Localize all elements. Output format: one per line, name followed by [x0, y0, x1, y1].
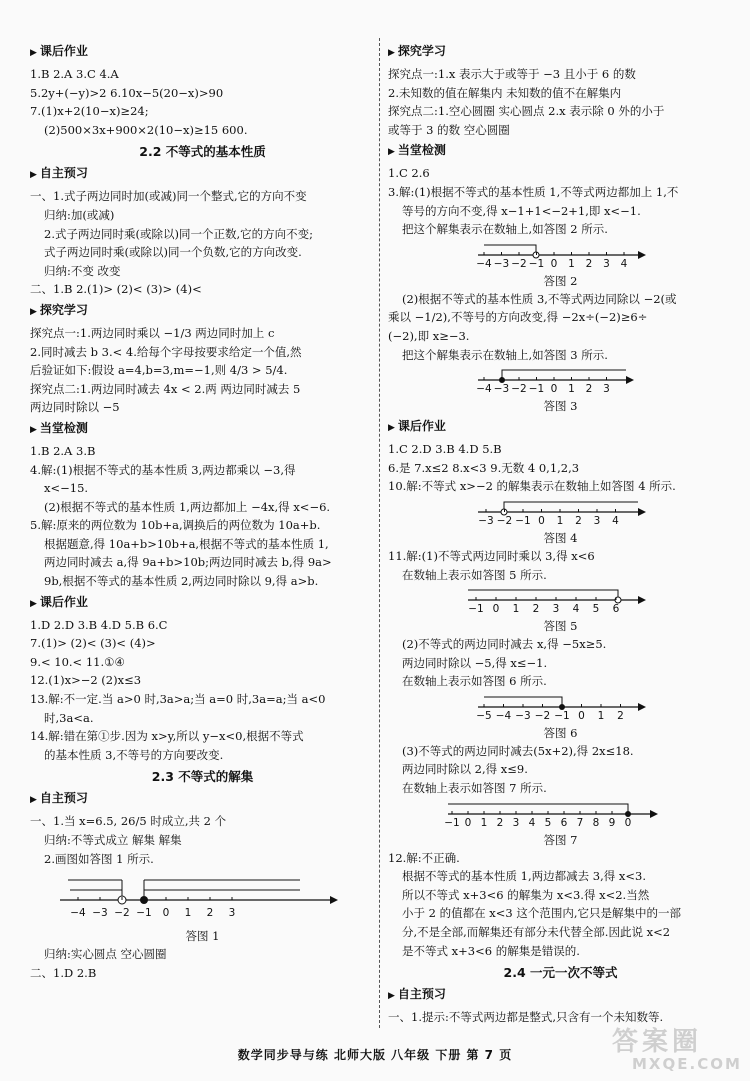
tick-label: −4: [495, 709, 512, 721]
tick-label: 0: [464, 816, 472, 828]
lesson-title: 2.3 不等式的解集: [151, 769, 254, 785]
tick-label: −4: [70, 907, 86, 920]
tick-label: 1: [480, 816, 488, 828]
answer-line: 两边同时减去 a,得 9a+b>10b;两边同时减去 b,得 9a>: [44, 555, 332, 570]
answer-line: 后验证如下:假设 a=4,b=3,m=−1,则 4/3 > 5/4.: [30, 363, 288, 378]
triangle-icon: ▶: [30, 48, 37, 58]
figure-caption: 答图 7: [543, 832, 578, 847]
answer-line: 两边同时除以 −5,得 x≤−1.: [402, 655, 548, 670]
arrow-icon: [650, 810, 658, 818]
triangle-icon: ▶: [30, 424, 37, 435]
triangle-icon: ▶: [30, 795, 37, 806]
tick-label: 2: [617, 709, 624, 721]
answer-line: 1.C 2.6: [388, 166, 430, 181]
answer-line: 探究点二:1.空心圆圈 实心圆点 2.x 表示除 0 外的小于: [388, 104, 665, 119]
answer-line: 一、1.当 x=6.5, 26/5 时成立,共 2 个: [30, 814, 227, 829]
arrow-icon: [638, 703, 646, 711]
tick-label: −3: [493, 257, 510, 269]
answer-line: 7.(1)> (2)< (3)< (4)>: [30, 636, 156, 651]
answer-line: 9b,根据不等式的基本性质 2,两边同时除以 9,得 a>b.: [44, 574, 319, 589]
number-line-fig4: [388, 496, 733, 526]
arrow-icon: [638, 596, 646, 604]
tick-label: −3: [92, 907, 108, 920]
answer-line: 14.解:错在第①步.因为 x>y,所以 y−x<0,根据不等式: [30, 729, 304, 744]
answer-line: 两边同时除以 2,得 x≤9.: [402, 762, 528, 777]
tick-label: 1: [568, 257, 575, 269]
answer-line: 10.解:不等式 x>−2 的解集表示在数轴上如答图 4 所示.: [388, 479, 676, 494]
tick-label: 0: [578, 709, 585, 721]
tick-label: −1: [444, 816, 460, 828]
tick-label: 2: [532, 603, 540, 615]
answer-line: 二、1.D 2.B: [30, 965, 97, 980]
tick-label: 5: [544, 816, 552, 828]
tick-label: −3: [493, 383, 510, 395]
answer-line: 9.< 10.< 11.①④: [30, 654, 125, 669]
tick-label: 3: [593, 514, 601, 526]
triangle-icon: ▶: [30, 170, 37, 181]
section-title: 自主预习: [39, 791, 88, 806]
section-title: 探究学习: [397, 44, 446, 58]
answer-line: 归纳:实心圆点 空心圆圈: [44, 947, 167, 962]
tick-label: 3: [228, 907, 236, 920]
answer-line: 时,3a<a.: [44, 710, 94, 725]
triangle-icon: ▶: [388, 48, 395, 58]
arrow-icon: [330, 896, 338, 904]
answer-line: 在数轴上表示如答图 7 所示.: [402, 781, 547, 796]
answer-line: 12.解:不正确.: [388, 850, 460, 865]
answer-line: 式子两边同时乘(或除以)同一个负数,它的方向改变.: [44, 245, 302, 260]
answer-line: (−2),即 x≥−3.: [388, 328, 470, 343]
figure-caption: 答图 5: [543, 619, 578, 634]
tick-label: −1: [554, 709, 570, 721]
section-header: [30, 790, 375, 809]
arrow-icon: [638, 251, 646, 259]
tick-label: 0: [550, 257, 558, 269]
figure-caption: 答图 1: [185, 929, 220, 944]
tick-label: −2: [496, 514, 513, 526]
answer-line: 5.2y+(−y)>2 6.10x−5(20−x)>90: [30, 85, 224, 100]
section-title: 课后作业: [39, 594, 88, 609]
answer-line: 归纳:不等式成立 解集 解集: [44, 833, 182, 847]
number-line-fig7: [388, 798, 733, 828]
tick-label: −3: [515, 709, 531, 721]
figure-caption: 答图 4: [543, 530, 578, 545]
tick-label: 1: [556, 514, 564, 526]
number-line-fig1: [30, 868, 375, 924]
answer-line: 归纳:不变 改变: [44, 263, 121, 278]
tick-label: −2: [114, 907, 130, 920]
arrow-icon: [626, 376, 634, 384]
tick-label: 3: [603, 257, 610, 269]
answer-line: 11.解:(1)不等式两边同时乘以 3,得 x<6: [388, 548, 595, 563]
answer-line: 2.画图如答图 1 所示.: [44, 851, 154, 866]
tick-label: 3: [552, 603, 560, 615]
left-column: [30, 40, 375, 982]
answer-line: 乘以 −1/2),不等号的方向改变,得 −2x÷(−2)≥6÷: [388, 310, 648, 325]
answer-line: (2)不等式的两边同时减去 x,得 −5x≥5.: [402, 637, 607, 652]
arrow-icon: [638, 508, 646, 516]
tick-label: 4: [620, 257, 628, 269]
section-title: 课后作业: [397, 419, 446, 434]
answer-line: 或等于 3 的数 空心圆圈: [388, 122, 510, 137]
triangle-icon: ▶: [388, 423, 395, 434]
watermark-text: 答案圈: [612, 1027, 703, 1057]
tick-label: 6: [560, 816, 568, 828]
tick-label: −2: [511, 257, 527, 269]
tick-label: 0: [550, 383, 558, 395]
answer-line: 等号的方向不变,得 x−1+1<−2+1,即 x<−1.: [402, 203, 641, 218]
tick-label: 1: [512, 603, 520, 615]
answer-line: 分,不是全部,而解集还有部分未代替全部.因此说 x<2: [402, 925, 671, 940]
tick-label: 3: [512, 816, 520, 828]
figure-caption: 答图 3: [543, 399, 578, 414]
answer-line: 7.(1)x+2(10−x)≥24;: [30, 104, 149, 119]
number-line-fig6: [388, 691, 733, 721]
answer-line: 4.解:(1)根据不等式的基本性质 3,两边都乘以 −3,得: [30, 462, 296, 477]
answer-line: 5.解:原来的两位数为 10b+a,调换后的两位数为 10a+b.: [30, 518, 321, 533]
answer-line: 2.式子两边同时乘(或除以)同一个正数,它的方向不变;: [44, 226, 313, 241]
answer-line: 1.D 2.D 3.B 4.D 5.B 6.C: [30, 617, 168, 632]
tick-label: 9: [608, 816, 616, 828]
triangle-icon: ▶: [30, 306, 37, 317]
tick-label: 1: [184, 907, 192, 920]
triangle-icon: ▶: [388, 147, 395, 158]
tick-label: −2: [534, 709, 551, 721]
section-header: [388, 142, 733, 161]
tick-label: 2: [496, 816, 504, 828]
tick-label: 0: [492, 603, 500, 615]
tick-label: −1: [468, 603, 484, 615]
answer-line: 一、1.提示:不等式两边都是整式,只含有一个未知数等.: [388, 1010, 664, 1025]
answer-line: 探究点二:1.两边同时减去 4x < 2.两 两边同时减去 5: [30, 381, 301, 396]
section-header: [30, 420, 375, 439]
tick-label: −4: [476, 257, 492, 269]
tick-label: −1: [136, 907, 152, 920]
section-title: 当堂检测: [397, 143, 446, 158]
number-line-fig2: [388, 239, 733, 269]
section-header: [388, 43, 733, 62]
tick-label: 2: [575, 514, 582, 526]
tick-label: 6: [612, 603, 620, 615]
column-divider: [379, 38, 380, 1028]
answer-line: 根据题意,得 10a+b>10b+a,根据不等式的基本性质 1,: [44, 536, 329, 551]
answer-line: 3.解:(1)根据不等式的基本性质 1,不等式两边都加上 1,不: [388, 184, 679, 199]
tick-label: −1: [515, 514, 531, 526]
lesson-title: 2.4 一元一次不等式: [503, 965, 618, 981]
tick-label: 4: [528, 816, 536, 828]
section-header: [388, 986, 733, 1005]
section-header: [30, 165, 375, 184]
section-title: 当堂检测: [39, 420, 88, 435]
tick-label: 5: [592, 603, 600, 615]
answer-line: 1.B 2.A 3.C 4.A: [30, 67, 119, 81]
section-header: [30, 594, 375, 613]
section-header: [30, 302, 375, 321]
answer-line: 在数轴上表示如答图 5 所示.: [402, 567, 547, 582]
tick-label: 8: [592, 816, 600, 828]
answer-line: (2)根据不等式的基本性质 3,不等式两边同除以 −2(或: [402, 291, 677, 306]
answer-line: 6.是 7.x≤2 8.x<3 9.无数 4 0,1,2,3: [388, 460, 580, 475]
tick-label: 2: [206, 907, 214, 920]
answer-line: (2)根据不等式的基本性质 1,两边都加上 −4x,得 x<−6.: [44, 499, 331, 514]
tick-label: 0: [624, 816, 632, 828]
tick-label: −2: [511, 383, 527, 395]
tick-label: 1: [597, 709, 605, 721]
answer-line: 2.同时减去 b 3.< 4.给每个字母按要求给定一个值,然: [30, 344, 302, 359]
lesson-title: 2.2 不等式的基本性质: [139, 144, 266, 160]
number-line-fig5: [388, 584, 733, 614]
answer-line: 在数轴上表示如答图 6 所示.: [402, 674, 547, 689]
section-title: 自主预习: [39, 166, 88, 181]
triangle-icon: ▶: [30, 598, 37, 609]
triangle-icon: ▶: [388, 991, 395, 1002]
tick-label: 7: [576, 816, 584, 828]
answer-line: 2.未知数的值在解集内 未知数的值不在解集内: [388, 85, 622, 100]
answer-line: 所以不等式 x+3<6 的解集为 x<3.得 x<2.当然: [402, 887, 650, 902]
answer-line: 小于 2 的值都在 x<3 这个范围内,它只是解集中的一部: [402, 906, 682, 921]
section-title: 自主预习: [397, 987, 446, 1002]
answer-line: (3)不等式的两边同时减去(5x+2),得 2x≤18.: [402, 743, 634, 758]
page-footer: 数学同步导与练 北师大版 八年级 下册 第 7 页: [237, 1048, 513, 1062]
tick-label: 3: [603, 383, 610, 395]
answer-line: 一、1.式子两边同时加(或减)同一个整式,它的方向不变: [30, 189, 307, 204]
answer-line: 1.B 2.A 3.B: [30, 443, 96, 458]
answer-line: 探究点一:1.两边同时乘以 −1/3 两边同时加上 c: [30, 325, 275, 340]
answer-line: 13.解:不一定.当 a>0 时,3a>a;当 a=0 时,3a=a;当 a<0: [30, 692, 326, 707]
number-line-fig3: [388, 364, 733, 394]
figure-caption: 答图 6: [543, 725, 578, 740]
answer-line: 把这个解集表示在数轴上,如答图 2 所示.: [402, 222, 608, 237]
answer-line: 归纳:加(或减): [44, 207, 115, 222]
tick-label: 0: [162, 907, 170, 920]
answer-line: 的基本性质 3,不等号的方向要改变.: [44, 747, 224, 762]
answer-line: 是不等式 x+3<6 的解集是错误的.: [402, 943, 580, 958]
answer-line: 二、1.B 2.(1)> (2)< (3)> (4)<: [30, 282, 202, 297]
answer-line: 12.(1)x>−2 (2)x≤3: [30, 673, 142, 688]
tick-label: −1: [528, 257, 545, 269]
tick-label: 1: [568, 383, 575, 395]
section-header: [30, 43, 375, 62]
tick-label: 0: [538, 514, 545, 526]
tick-label: 2: [585, 257, 593, 269]
watermark-url: MXQE.COM: [632, 1055, 742, 1073]
tick-label: −3: [478, 514, 494, 526]
answer-line: 两边同时除以 −5: [30, 400, 120, 415]
answer-line: x<−15.: [44, 481, 89, 496]
tick-label: 2: [585, 383, 593, 395]
answer-line: 探究点一:1.x 表示大于或等于 −3 且小于 6 的数: [388, 67, 636, 81]
tick-label: −4: [476, 383, 492, 395]
section-title: 课后作业: [39, 44, 88, 58]
watermark-logo: [612, 1028, 742, 1074]
section-title: 探究学习: [39, 302, 88, 317]
right-column: [388, 40, 733, 1027]
section-header: [388, 418, 733, 437]
tick-label: −5: [476, 709, 492, 721]
answer-line: 1.C 2.D 3.B 4.D 5.B: [388, 442, 502, 457]
answer-line: 把这个解集表示在数轴上,如答图 3 所示.: [402, 347, 608, 362]
figure-caption: 答图 2: [543, 273, 578, 288]
tick-label: −1: [528, 383, 545, 395]
answer-line: 根据不等式的基本性质 1,两边都减去 3,得 x<3.: [402, 869, 647, 884]
tick-label: 4: [612, 514, 619, 526]
answer-line: (2)500×3x+900×2(10−x)≥15 600.: [44, 122, 248, 137]
tick-label: 4: [572, 603, 580, 615]
